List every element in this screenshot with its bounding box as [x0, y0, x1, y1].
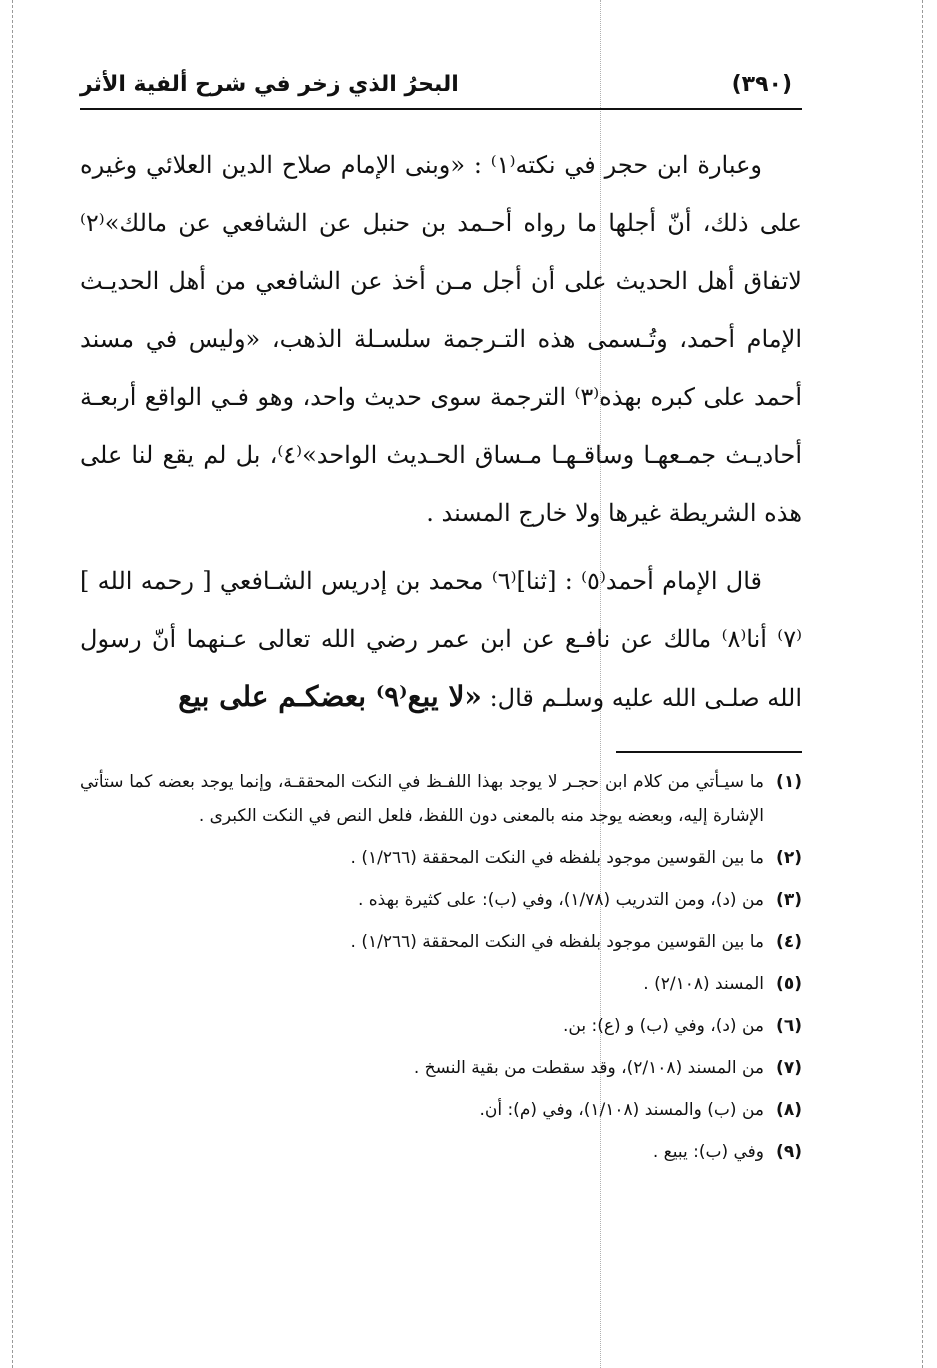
footnote-8	[80, 1093, 802, 1127]
footnote-number: (٩)	[776, 1142, 802, 1162]
footnote-9	[80, 1135, 802, 1169]
hadith-text: «لا يبع⁽٩⁾ بعضكـم على بيع	[178, 680, 482, 713]
footnote-text: من (د)، ومن التدريب (١/٧٨)، وفي (ب): على كثيرة بهذه .	[357, 890, 764, 910]
footnote-text: ما سيـأتي من كلام ابن حجـر لا يوجد بهذا اللفـظ في النكت المحققـة، وإنما يوجد بعضه كما ستأتي الإشارة إليه، وبعضه يوجد منه بالمعنى دون اللفظ، فلعل النص في النكت الكبرى .	[80, 772, 764, 826]
footnote-number: (٧)	[776, 1058, 802, 1078]
footnote-text: من (د)، وفي (ب) و (ع): بن.	[563, 1016, 764, 1036]
footnote-text: من (ب) والمسند (١/١٠٨)، وفي (م): أن.	[479, 1100, 764, 1120]
footnote-number: (٣)	[776, 890, 802, 910]
footnote-6	[80, 1009, 802, 1043]
footnote-text: ما بين القوسين موجود بلفظه في النكت المحققة (١/٢٦٦) .	[350, 848, 764, 868]
footnote-text: وفي (ب): يبيع .	[652, 1142, 764, 1162]
footnote-text: من المسند (٢/١٠٨)، وقد سقطت من بقية النسخ .	[413, 1058, 764, 1078]
footnote-text: المسند (٢/١٠٨) .	[643, 974, 764, 994]
book-page	[80, 60, 802, 1177]
footnote-number: (٤)	[776, 932, 802, 952]
footnotes	[80, 765, 802, 1169]
paragraph-2-lead: قال الإمام أحمد⁽٥⁾ : [ثنا]⁽٦⁾ محمد بن إدريس الشـافعي [ رحمه الله ]⁽٧⁾ أنا⁽٨⁾ مالك عن نافـع عن ابن عمر رضي الله تعالى عـنهما أنّ رسول الله صلـى الله عليه وسلـم قال:	[80, 567, 802, 712]
footnote-7	[80, 1051, 802, 1085]
footnote-number: (٨)	[776, 1100, 802, 1120]
footnote-separator	[616, 751, 802, 753]
scan-edge-left	[12, 0, 13, 1368]
footnote-2	[80, 841, 802, 875]
page-number: (٣٩٠)	[731, 72, 792, 97]
paragraph-2	[80, 552, 802, 727]
footnote-5	[80, 967, 802, 1001]
footnote-4	[80, 925, 802, 959]
main-text	[80, 136, 802, 727]
scan-edge-right	[922, 0, 923, 1368]
running-header	[80, 60, 802, 110]
footnote-text: ما بين القوسين موجود بلفظه في النكت المحققة (١/٢٦٦) .	[350, 932, 764, 952]
footnote-number: (٥)	[776, 974, 802, 994]
footnote-number: (٢)	[776, 848, 802, 868]
footnote-number: (١)	[776, 772, 802, 792]
footnote-3	[80, 883, 802, 917]
paragraph-1: وعبارة ابن حجر في نكته⁽١⁾ : «وبنى الإمام صلاح الدين العلائي وغيره على ذلك، أنّ أجلها ما رواه أحـمد بن حنبل عن الشافعي عن مالك»⁽٢⁾ لاتفاق أهل الحديث على أن أجل مـن أخذ عن الشافعي من أهل الحديـث الإمام أحمد، وتُـسمى هذه التـرجمة سلسـلة الذهب، «وليس في مسند أحمد على كبره بهذه⁽٣⁾ الترجمة سوى حديث واحد، وهو فـي الواقع أربعـة أحاديـث جمـعهـا وساقـهـا مـساق الحـديث الواحد»⁽٤⁾، بل لم يقع لنا على هذه الشريطة غيرها ولا خارج المسند .	[80, 151, 802, 527]
footnote-number: (٦)	[776, 1016, 802, 1036]
footnote-1	[80, 765, 802, 833]
book-title: البحرُ الذي زخر في شرح ألفية الأثر	[80, 72, 459, 97]
